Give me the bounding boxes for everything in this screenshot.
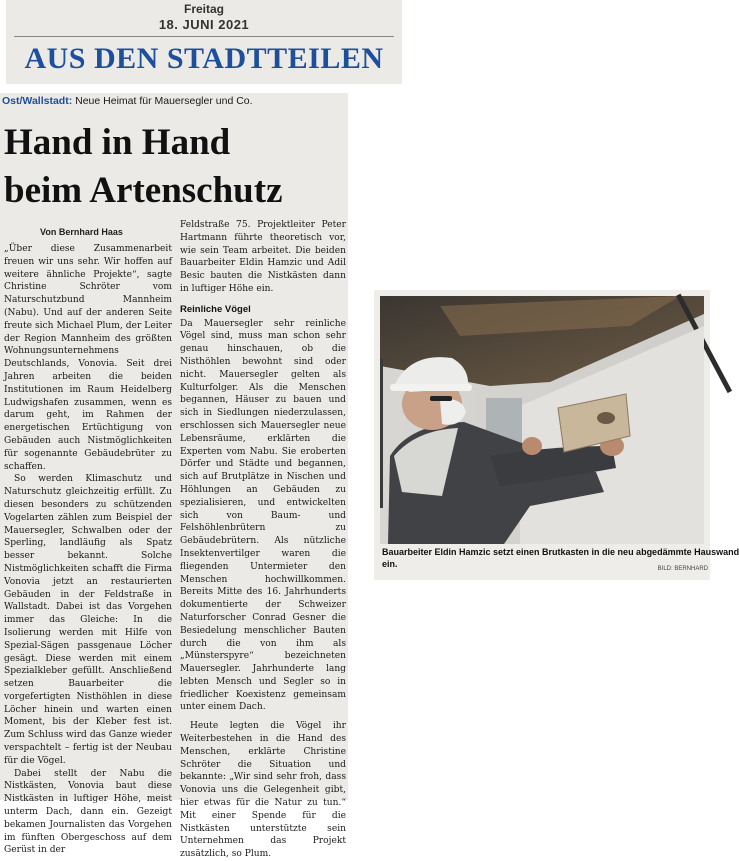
- photo-clipping: [374, 290, 739, 580]
- headline-line-2: beim Artenschutz: [4, 170, 283, 211]
- caption-line-1: Bauarbeiter Eldin Hamzic setzt einen Brutkasten in die neu abgedämmte Hauswand: [382, 547, 739, 557]
- issue-weekday: Freitag: [183, 2, 224, 16]
- paragraph: Feldstraße 75. Projektleiter Peter Hartmann führte theoretisch vor, wie sein Team arbeitet. Die beiden Bauarbeiter Eldin Hamzic und Adil Besic bauten die Nistkästen dann in luftiger Höhe ein.: [180, 220, 346, 294]
- paragraph: So werden Klimaschutz und Naturschutz gleichzeitig erfüllt. Zu diesen besonders zu schützenden Vogelarten zählen zum Beispiel der Mauersegler, Schwalben oder der Sperling, landläufig als Spatz besser bekannt. Solche Nistmöglichkeiten schafft die Firma Vonovia jetzt an restaurierten Gebäuden in der Feldstraße in Wallstadt. Dabei ist das Vorgehen immer das Gleiche: In die Isolierung werden mit Hilfe von Spezial-Sägen passgenaue Löcher gesägt. Diese werden mit einem Spezialkleber gefüllt. Anschließend setzen Bauarbeiter die vorgefertigten Nisthöhlen in diese Löcher hinein und warten einen Moment, bis der Kleber fest ist. Zum Schluss wird das Ganze wieder verspachtelt – fertig ist der Neubau für die Vögel.: [4, 474, 172, 766]
- header-clipping: [6, 0, 402, 84]
- article-clipping: [0, 93, 348, 860]
- construction-worker-photo: [380, 296, 704, 544]
- article-kicker: [2, 95, 253, 107]
- kicker-text: Neue Heimat für Mauersegler und Co.: [75, 95, 253, 107]
- article-column-2: [180, 219, 346, 861]
- paragraph: Dabei stellt der Nabu die Nistkästen, Vonovia baut diese Nistkästen in luftiger Höhe, meist unterm Dach, dann ein. Gezeigt bekamen Journalisten das Vorgehen im fünften Obergeschoss auf dem Gerüst in der: [4, 768, 172, 856]
- paragraph: „Über diese Zusammenarbeit freuen wir uns sehr. Wir hoffen auf weitere ähnliche Projekte“, sagte Christine Schröter vom Naturschutzbund Mannheim (Nabu). Und auf der anderen Seite freute sich Michael Plum, der Leiter der Region Mannheim des größten Wohnungsunternehmens Deutschlands, Vonovia. Seit drei Jahren arbeiten die beiden Institutionen im Raum Heidelberg Ludwigshafen zusammen, wenn es darum geht, im Rahmen der energetischen Ertüchtigung von Gebäuden auch Nistmöglichkeiten für sogenannte Gebäudebrüter zu schaffen.: [4, 244, 172, 472]
- issue-date: 18. JUNI 2021: [158, 17, 250, 32]
- section-title: AUS DEN STADTTEILEN: [24, 42, 384, 75]
- caption-line-2: ein.: [382, 558, 398, 569]
- photo-credit: BILD: BERNHARD: [657, 566, 708, 572]
- article-byline: Von Bernhard Haas: [40, 227, 123, 237]
- subheading: Reinliche Vögel: [180, 303, 251, 315]
- article-column-1: [4, 243, 172, 857]
- paragraph: Heute legten die Vögel ihr Weiterbestehen in die Hand des Menschen, erklärte Christine Schröter die Situation und bekannte: „Wir sind sehr froh, dass Vonovia uns die Gelegenheit gibt, hier etwas für die Natur zu tun.“ Mit einer Spende für die Nistkästen unterstützte sein Unternehmen das Projekt zusätzlich, so Plum.: [180, 721, 346, 860]
- kicker-place: Ost/Wallstadt:: [2, 95, 73, 107]
- headline-line-1: Hand in Hand: [4, 122, 231, 163]
- article-headline: [4, 119, 283, 215]
- paragraph: Da Mauersegler sehr reinliche Vögel sind, muss man schon sehr genau hinschauen, ob die Nisthöhlen bewohnt sind oder nicht. Mauersegler gelten als Kulturfolger. Als die Menschen begannen, Häuser zu bauen und sich in Siedlungen niederzulassen, erschlossen sich Mauersegler neue Lebensräume, erklärten die Experten vom Nabu. Sie eroberten Dörfer und Städte und begannen, sich auf Brutplätze in Nischen und Höhlungen an Gebäuden zu spezialisieren, und entwickelten sich von Baum- und Felshöhlenbrütern zu Gebäudebrütern. Als nützliche Insektenvertilger waren die fliegenden Untermieter den Menschen hochwillkommen. Bereits Mitte des 16. Jahrhunderts dokumentierte der Schweizer Naturforscher Conrad Gesner die Besiedelung menschlicher Bauten durch die von ihm als „Münsterspyre“ bezeichneten Mauersegler. Jahrhunderte lang lebten Mensch und Segler so in friedlicher Koexistenz gemeinsam unter einem Dach.: [180, 318, 346, 713]
- header-rule: [14, 36, 394, 37]
